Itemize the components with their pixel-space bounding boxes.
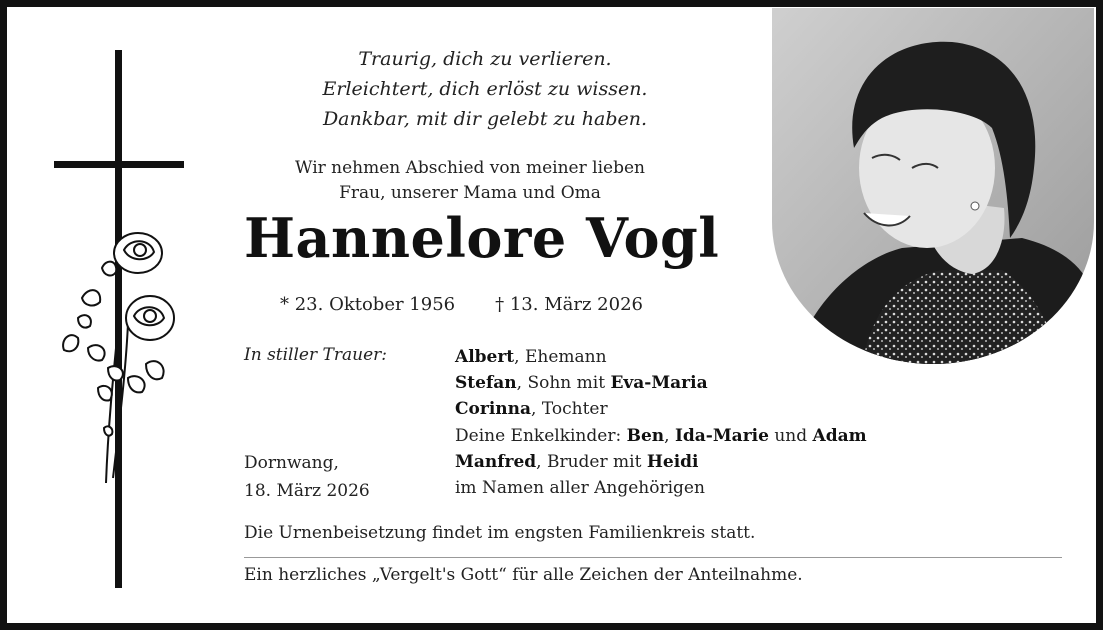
life-dates <box>280 294 643 315</box>
death-date: † 13. März 2026 <box>495 294 643 315</box>
deceased-name: Hannelore Vogl <box>244 206 720 270</box>
mourner-manfred: Manfred, Bruder mit Heidi <box>455 451 699 472</box>
cross-bar <box>54 161 184 168</box>
place-date-value: 18. März 2026 <box>244 481 370 501</box>
place-date <box>244 449 370 505</box>
verse-line-2: Erleichtert, dich erlöst zu wissen. <box>322 78 648 100</box>
burial-notice: Die Urnenbeisetzung findet im engsten Familienkreis statt. <box>244 523 756 543</box>
intro-line-1: Wir nehmen Abschied von meiner lieben <box>295 158 645 178</box>
mourner-others: im Namen aller Angehörigen <box>455 478 705 499</box>
thanks-notice: Ein herzliches „Vergelt's Gott“ für alle Zeichen der Anteilnahme. <box>244 565 803 585</box>
portrait-photo <box>772 8 1094 364</box>
mourner-corinna: Corinna, Tochter <box>455 399 608 420</box>
mourning-label: In stiller Trauer: <box>244 345 387 365</box>
mourner-grandchildren: Deine Enkelkinder: Ben, Ida-Marie und Adam <box>455 425 867 446</box>
verse-line-1: Traurig, dich zu verlieren. <box>358 48 612 70</box>
intro-text <box>250 156 690 206</box>
verse <box>290 44 680 134</box>
mourner-stefan: Stefan, Sohn mit Eva-Maria <box>455 373 708 394</box>
birth-date: * 23. Oktober 1956 <box>280 294 456 315</box>
mourners-list <box>455 344 867 501</box>
verse-line-3: Dankbar, mit dir gelebt zu haben. <box>322 108 648 130</box>
place-town: Dornwang, <box>244 453 339 473</box>
divider <box>244 557 1062 558</box>
roses-illustration <box>58 228 188 488</box>
intro-line-2: Frau, unserer Mama und Oma <box>339 183 601 203</box>
mourner-albert: Albert, Ehemann <box>455 347 607 367</box>
